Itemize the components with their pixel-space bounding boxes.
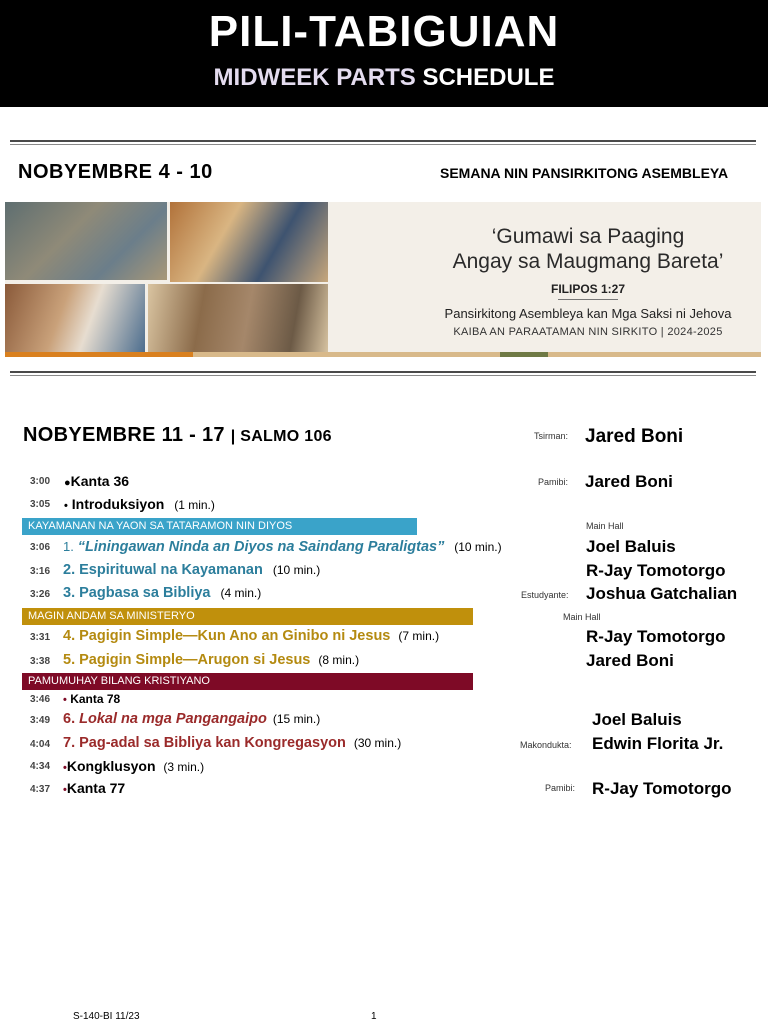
song1-title: Kanta 36 [70,473,130,489]
divider-bottom [10,371,756,376]
conductor-label: Makondukta: [520,740,572,750]
p6-time: 3:49 [30,715,51,726]
week1-date: NOBYEMBRE 4 - 10 [18,161,213,183]
congregation-title: PILI-TABIGUIAN [208,7,560,56]
p1-time: 3:06 [30,542,51,553]
page-header [0,0,768,107]
song3-title: Kanta 77 [66,780,126,796]
p3-duration: (4 min.) [220,586,262,600]
p6-number: 6. [63,711,76,727]
closing-prayer-name: R-Jay Tomotorgo [592,779,732,798]
form-code: S-140-BI 11/23 [73,1011,140,1022]
p7-row [63,735,401,751]
week1-note: SEMANA NIN PANSIRKITONG ASEMBLEYA [440,165,729,181]
p1-row [63,538,502,555]
p5-title: 5. Pagigin Simple—Arugon si Jesus [63,652,311,668]
prayer-name: Jared Boni [585,472,673,491]
p4-duration: (7 min.) [398,629,440,643]
bullet-icon: • [63,694,67,706]
closing-prayer-label: Pamibi: [545,783,576,793]
p1-duration: (10 min.) [454,540,502,554]
p7-time: 4:04 [30,739,51,750]
intro-duration: (1 min.) [174,498,215,512]
p1-number: 1. [63,539,74,554]
chairman-label: Tsirman: [534,431,569,441]
conclusion-title: Kongklusyon [66,758,156,774]
main-hall-label-2: Main Hall [563,612,601,622]
schedule-subtitle [0,64,768,92]
bullet-icon: ● [64,477,71,489]
song1-time: 3:00 [30,476,51,487]
p2-assignee: R-Jay Tomotorgo [586,561,726,580]
subtitle-part1: MIDWEEK PARTS [213,64,416,91]
banner-stripe-tan [193,352,500,357]
p2-duration: (10 min.) [272,563,321,577]
bullet-icon: • [64,500,68,512]
p6-row [63,711,320,727]
intro-time: 3:05 [30,499,51,510]
p2-time: 3:16 [30,566,51,577]
week2-date: NOBYEMBRE 11 - 17 [23,424,225,446]
scripture-underline [558,299,618,300]
banner-photo-3 [5,284,145,352]
song3-row [63,780,125,796]
p4-assignee: R-Jay Tomotorgo [586,627,726,646]
theme-scripture: FILIPOS 1:27 [550,282,626,296]
intro-row [64,496,215,512]
p3-assignee: Joshua Gatchalian [586,584,738,603]
p5-time: 3:38 [30,656,51,667]
banner-line1: Pansirkitong Asembleya kan Mga Saksi ni Jehova [444,306,732,321]
conclusion-time: 4:34 [30,761,51,772]
week2-heading [23,424,332,447]
p3-row [63,585,261,601]
p5-row [63,652,359,668]
song1-row [64,473,129,489]
bullet-icon: • [63,784,67,796]
section-christian-living: PAMUMUHAY BILANG KRISTIYANO [22,673,473,690]
banner-stripe-sand [548,352,761,357]
p3-time: 3:26 [30,589,51,600]
bullet-icon: • [63,762,67,774]
student-label: Estudyante: [521,590,569,600]
banner-photo-1 [5,202,167,280]
p5-assignee: Jared Boni [586,651,674,670]
banner-theme [418,224,758,274]
divider-top [10,140,756,145]
theme-line2: Angay sa Maugmang Bareta’ [452,250,724,273]
p4-title: 4. Pagigin Simple—Kun Ano an Ginibo ni Jesus [63,628,391,644]
p6-assignee: Joel Baluis [592,710,682,729]
page-number: 1 [371,1011,377,1022]
p3-title: 3. Pagbasa sa Bibliya [63,585,211,601]
banner-stripe-orange [5,352,193,357]
p2-title: 2. Espirituwal na Kayamanan [63,562,263,578]
banner-photo-4 [148,284,328,352]
banner-line2: KAIBA AN PARAATAMAN NIN SIRKITO | 2024-2025 [453,326,723,338]
p4-time: 3:31 [30,632,51,643]
song2-time: 3:46 [30,694,51,705]
p4-row [63,628,439,644]
intro-title: Introduksiyon [71,496,165,512]
song3-time: 4:37 [30,784,51,795]
conclusion-row [63,758,204,774]
p7-title: 7. Pag-adal sa Bibliya kan Kongregasyon [63,735,346,751]
section-ministry: MAGIN ANDAM SA MINISTERYO [22,608,473,625]
week2-song: | SALMO 106 [230,428,332,445]
p1-assignee: Joel Baluis [586,537,676,556]
main-hall-label-1: Main Hall [586,521,624,531]
p7-assignee: Edwin Florita Jr. [592,734,724,753]
assembly-banner [5,202,761,357]
song2-title: Kanta 78 [70,692,121,706]
song2-row [63,692,120,706]
p2-row [63,562,320,578]
chairman-name: Jared Boni [585,426,684,447]
p7-duration: (30 min.) [353,736,402,750]
p6-duration: (15 min.) [272,712,321,726]
p5-duration: (8 min.) [318,653,360,667]
banner-photo-2 [170,202,328,282]
banner-stripe-green [500,352,548,357]
section-treasures: KAYAMANAN NA YAON SA TATARAMON NIN DIYOS [22,518,417,535]
prayer-label: Pamibi: [538,477,569,487]
subtitle-part2: SCHEDULE [422,64,555,91]
theme-line1: ‘Gumawi sa Paaging [491,225,685,248]
p1-title: “Liningawan Ninda an Diyos na Saindang Paraligtas” [77,539,445,555]
p6-title: Lokal na mga Pangangaipo [79,711,267,727]
conclusion-duration: (3 min.) [163,760,205,774]
